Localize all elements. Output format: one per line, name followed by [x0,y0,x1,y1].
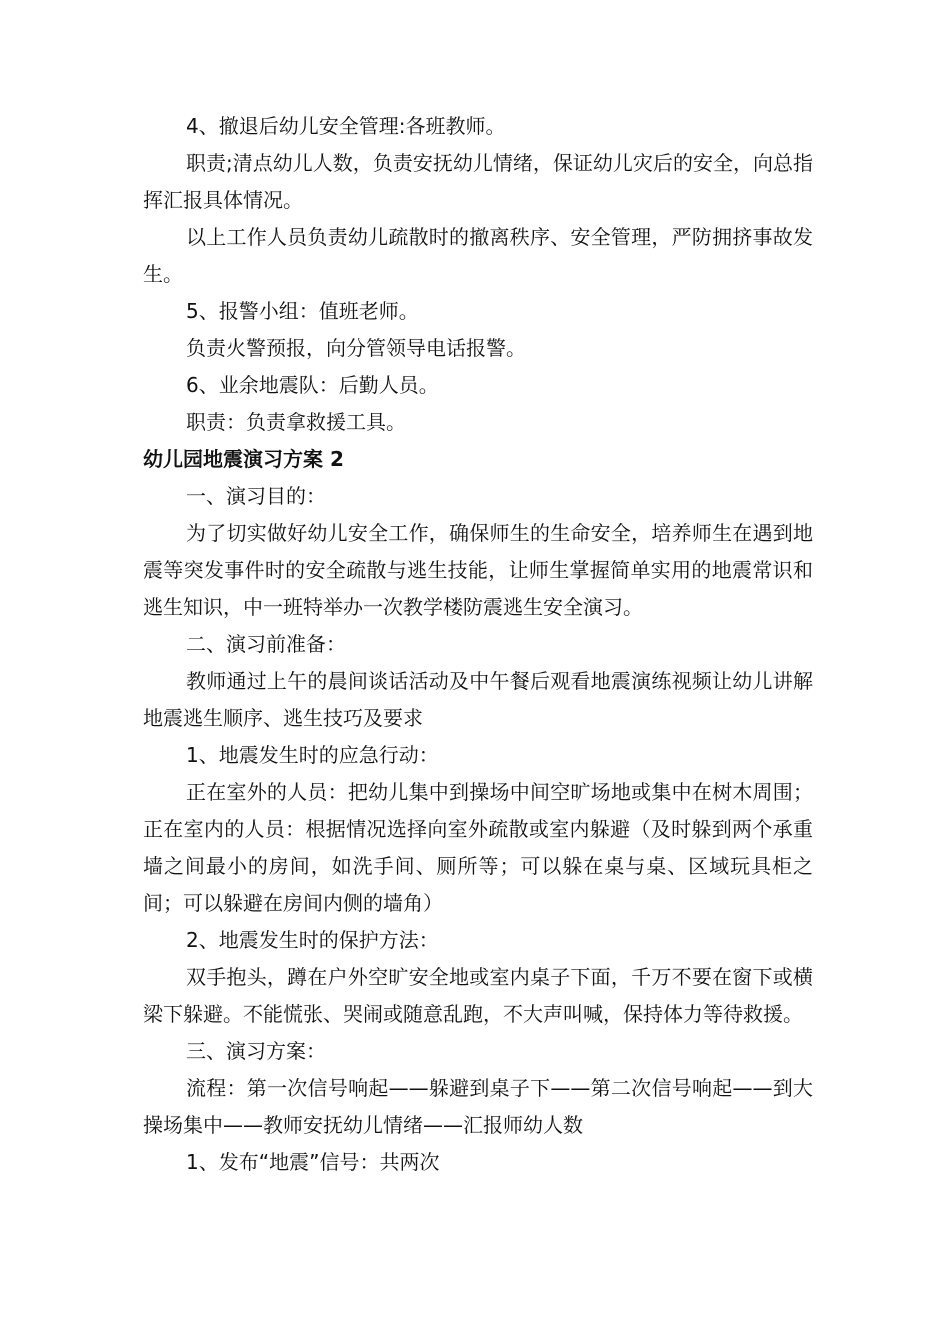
paragraph-item-5-alarm: 5、报警小组：值班老师。 [186,299,419,323]
paragraph-plan-heading: 三、演习方案： [186,1039,326,1063]
paragraph-fire-alarm: 负责火警预报，向分管领导电话报警。 [186,336,526,360]
paragraph-prep: 教师通过上午的晨间谈话活动及中午餐后观看地震演练视频让幼儿讲解地震逃生顺序、逃生技巧及要求 [143,669,813,730]
paragraph-emergency: 正在室外的人员：把幼儿集中到操场中间空旷场地或集中在树木周围；正在室内的人员：根据情况选择向室外疏散或室内躲避（及时躲到两个承重墙之间最小的房间，如洗手间、厕所等；可以躲在桌与桌、区域玩具柜之间；可以躲避在房间内侧的墙角） [143,780,813,915]
paragraph-protection: 双手抱头，蹲在户外空旷安全地或室内桌子下面，千万不要在窗下或横梁下躲避。不能慌张、哭闹或随意乱跑，不大声叫喊，保持体力等待救援。 [143,965,813,1026]
paragraph-item-6-team: 6、业余地震队：后勤人员。 [186,373,439,397]
document-page [143,108,813,1181]
paragraph-duty-count: 职责;清点幼儿人数，负责安抚幼儿情绪，保证幼儿灾后的安全，向总指挥汇报具体情况。 [143,151,813,212]
paragraph-emergency-heading: 1、地震发生时的应急行动： [186,743,439,767]
paragraph-signal: 1、发布“地震”信号：共两次 [186,1150,440,1174]
paragraph-item-4-safety: 4、撤退后幼儿安全管理:各班教师。 [186,114,506,138]
paragraph-staff-order: 以上工作人员负责幼儿疏散时的撤离秩序、安全管理，严防拥挤事故发生。 [143,225,813,286]
paragraph-protection-heading: 2、地震发生时的保护方法： [186,928,439,952]
paragraph-duty-tools: 职责：负责拿救援工具。 [186,410,406,434]
paragraph-purpose: 为了切实做好幼儿安全工作，确保师生的生命安全，培养师生在遇到地震等突发事件时的安全疏散与逃生技能，让师生掌握简单实用的地震常识和逃生知识，中一班特举办一次教学楼防震逃生安全演习。 [143,521,813,619]
paragraph-flow: 流程：第一次信号响起——躲避到桌子下——第二次信号响起——到大操场集中——教师安抚幼儿情绪——汇报师幼人数 [143,1076,813,1137]
section-heading: 幼儿园地震演习方案 2 [143,447,344,471]
paragraph-purpose-heading: 一、演习目的： [186,484,326,508]
paragraph-prep-heading: 二、演习前准备： [186,632,346,656]
